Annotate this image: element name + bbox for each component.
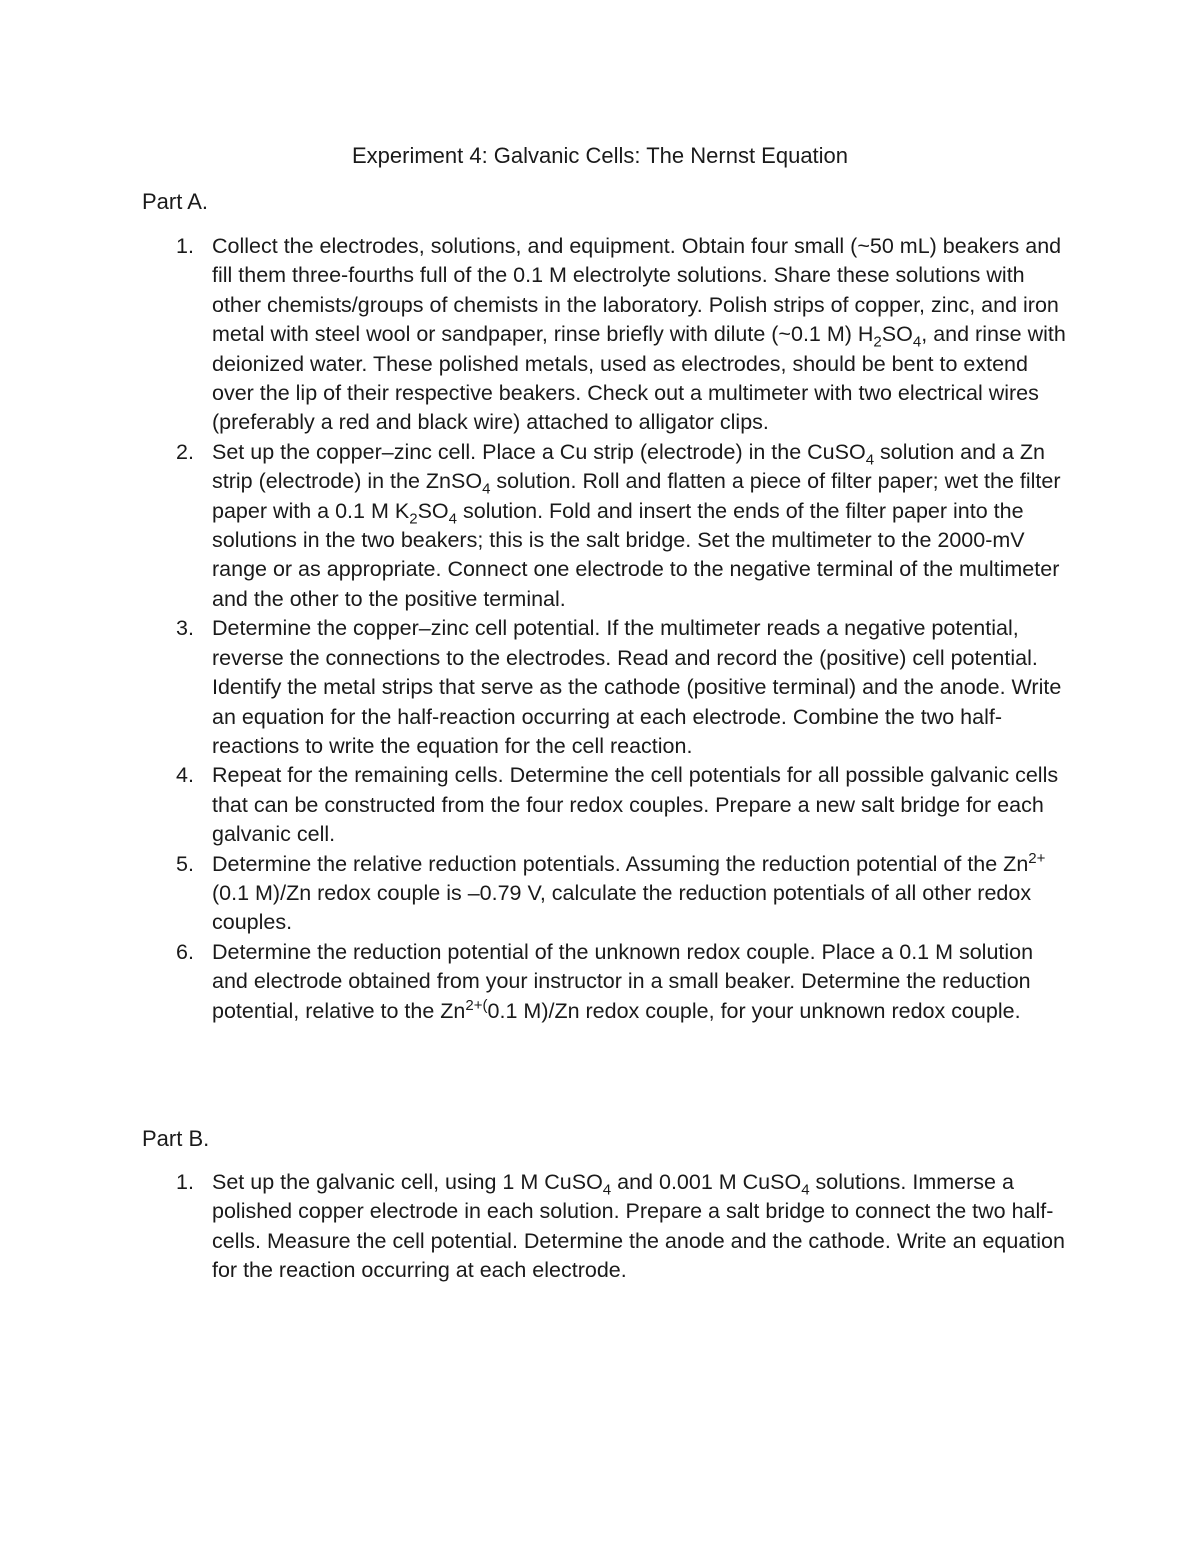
list-item <box>142 938 1072 1026</box>
list-item-text: Repeat for the remaining cells. Determine the cell potentials for all possible galvanic cells that can be constructed from the four redox couples. Prepare a new salt bridge for each galvanic cell. <box>212 763 1059 847</box>
list-item <box>142 232 1072 438</box>
part-b-list <box>142 1168 1072 1286</box>
list-item-text: Set up the galvanic cell, using 1 M CuSO$_4$ and 0.001 M CuSO$_4$ solutions. Immerse a polished copper electrode in each solution. Prepare a salt bridge to connect the two half-cells. Measure the cell potential. Determine the anode and the cathode. Write an equation for the reaction occurring at each electrode. <box>212 1170 1065 1283</box>
list-item-number: 1. <box>176 1170 194 1194</box>
list-item-text: Determine the copper–zinc cell potential. If the multimeter reads a negative potential, reverse the connections to the electrodes. Read and record the (positive) cell potential. Identify the metal strips that serve as the cathode (positive terminal) and the anode. Write an equation for the half-reaction occurring at each electrode. Combine the two half-reactions to write the equation for the cell reaction. <box>212 616 1062 758</box>
list-item-number: 6. <box>176 939 194 964</box>
list-item <box>142 761 1072 849</box>
part-a-heading: Part A. <box>142 189 209 214</box>
list-item-number: 3. <box>176 616 194 641</box>
list-item-number: 4. <box>176 763 194 788</box>
list-item <box>142 614 1072 761</box>
list-item-number: 2. <box>176 439 194 464</box>
part-a-list <box>142 232 1072 1026</box>
list-item <box>142 850 1072 938</box>
document-title: Experiment 4: Galvanic Cells: The Nernst Equation <box>351 143 849 168</box>
list-item-text: Determine the relative reduction potentials. Assuming the reduction potential of the $Zn^{2+}(0.1$ M)/Zn redox couple is –0.79 V, calculate the reduction potentials of all other redox couples. <box>212 849 1046 935</box>
list-item-number: 1. <box>176 234 194 258</box>
list-item <box>142 1168 1072 1286</box>
list-item-text: Collect the electrodes, solutions, and equipment. Obtain four small (~50 mL) beakers and fill them three-fourths full of the 0.1 M electrolyte solutions. Share these solutions with other chemists/groups of chemists in the laboratory. Polish strips of copper, zinc, and iron metal with steel wool or sandpaper, rinse briefly with dilute (~0.1 M) $H_2SO_4$, and rinse with deionized water. These polished metals, used as electrodes, should be bent to extend over the lip of their respective beakers. Check out a multimeter with two electrical wires (preferably a red and black wire) attached to alligator clips. <box>212 234 1066 435</box>
list-item-number: 5. <box>176 851 194 876</box>
list-item-text: Set up the copper–zinc cell. Place a Cu strip (electrode) in the CuSO$_4$ solution and a Zn strip (electrode) in the ZnSO$_4$ solution. Roll and flatten a piece of filter paper; wet the filter paper with a 0.1 M $K_2SO_4$ solution. Fold and insert the ends of the filter paper into the solutions in the two beakers; this is the salt bridge. Set the multimeter to the 2000-mV range or as appropriate. Connect one electrode to the negative terminal of the multimeter and the other to the positive terminal. <box>212 439 1061 611</box>
list-item-text: Determine the reduction potential of the unknown redox couple. Place a 0.1 M solution and electrode obtained from your instructor in a small beaker. Determine the reduction potential, relative to the $Zn^{2+(}0.1$ M)/Zn redox couple, for your unknown redox couple. <box>212 939 1034 1023</box>
list-item <box>142 438 1072 614</box>
part-b-heading: Part B. <box>142 1126 210 1151</box>
